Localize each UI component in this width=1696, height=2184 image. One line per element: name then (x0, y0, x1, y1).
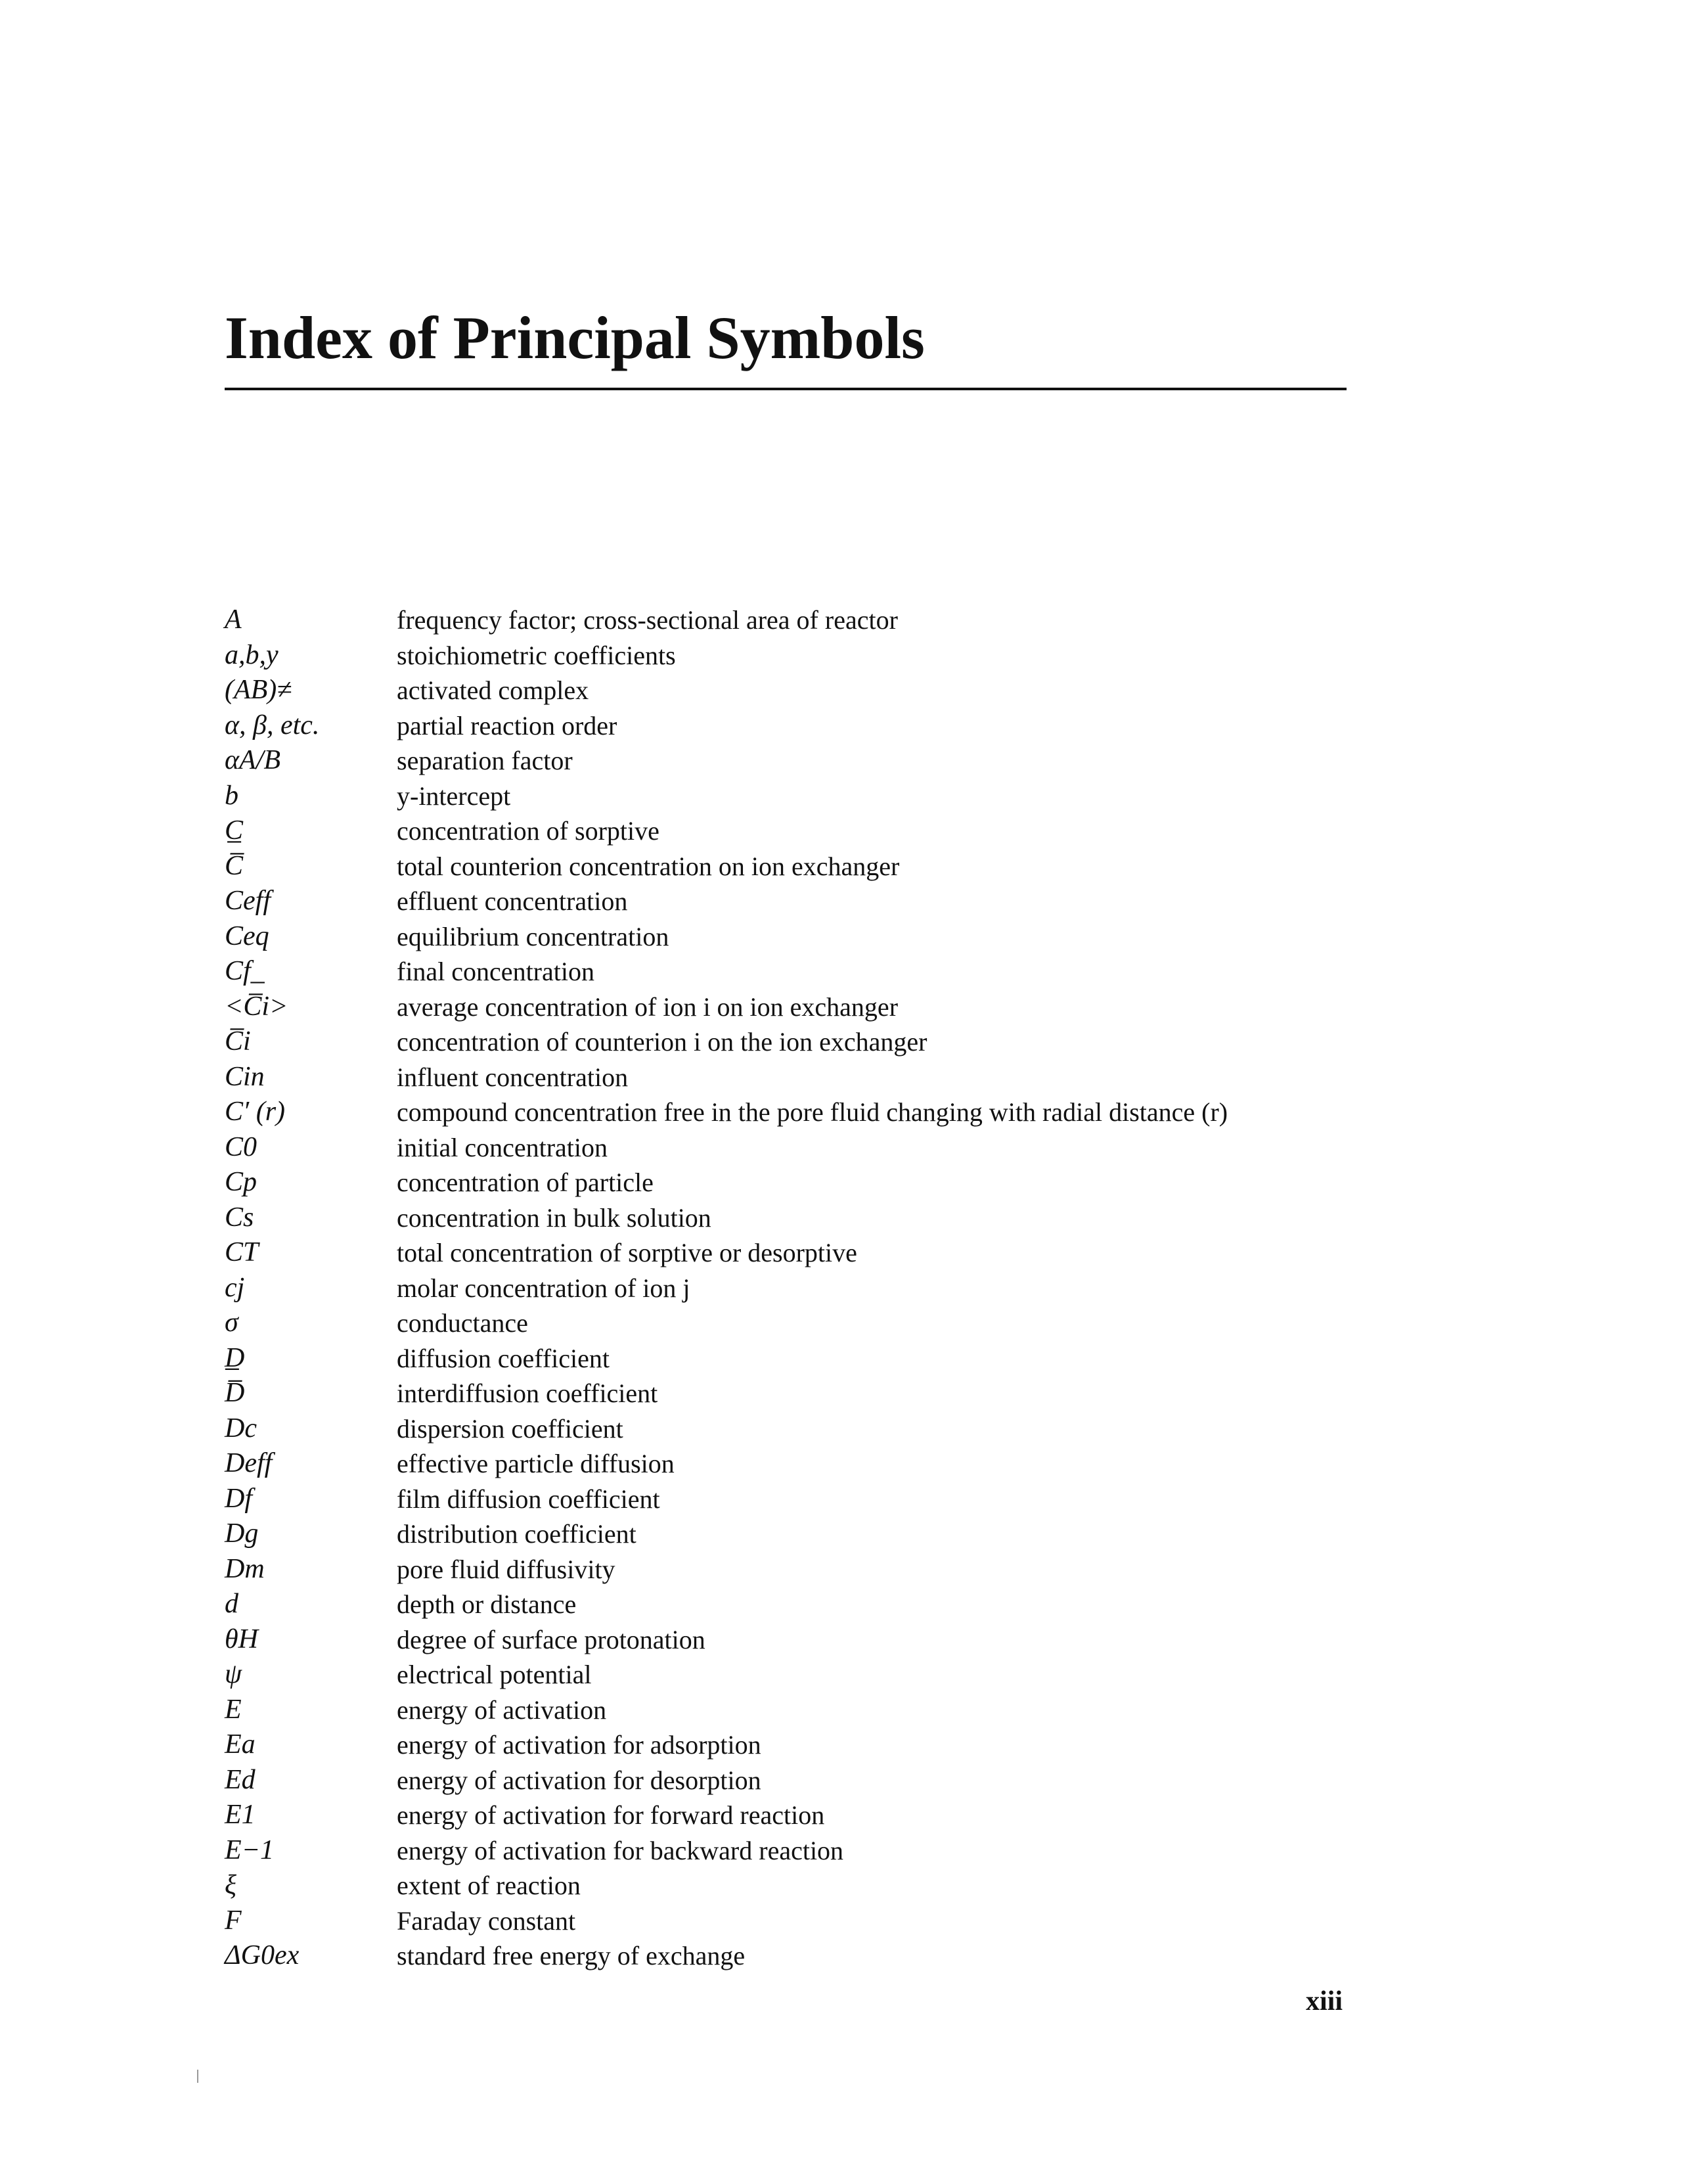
symbol-description: energy of activation for adsorption (397, 1730, 761, 1760)
symbol: Cin (225, 1061, 265, 1092)
symbol-description: average concentration of ion i on ion exchanger (397, 991, 899, 1022)
symbol-description: total concentration of sorptive or desorptive (397, 1238, 857, 1267)
symbol: Dc (225, 1413, 257, 1444)
symbol-row (225, 1376, 1374, 1411)
symbol-row (225, 1727, 1374, 1763)
symbol-row (225, 1622, 1374, 1658)
symbol: α, β, etc. (225, 710, 320, 740)
symbol-row (225, 954, 1374, 990)
symbol-row (225, 1657, 1374, 1693)
symbol-description: activated complex (397, 675, 589, 705)
symbol: CT (225, 1237, 259, 1267)
symbol-row (225, 1587, 1374, 1622)
symbol: Ed (225, 1764, 256, 1795)
symbol-description: energy of activation (397, 1695, 607, 1725)
symbol-row (225, 1235, 1374, 1271)
symbol: D̅ (225, 1378, 245, 1408)
symbol-row (225, 1095, 1374, 1130)
symbol-row (225, 1903, 1374, 1939)
symbol: Cp (225, 1167, 257, 1197)
symbol-description: stoichiometric coefficients (397, 640, 676, 670)
symbol-row (225, 919, 1374, 955)
symbol-description: frequency factor; cross-sectional area of reactor (397, 605, 898, 635)
symbol-description: final concentration (397, 957, 594, 986)
symbol-row (225, 1763, 1374, 1798)
symbol-row (225, 1165, 1374, 1200)
symbol-description: standard free energy of exchange (397, 1941, 746, 1970)
symbol: ψ (225, 1659, 242, 1689)
symbol: Df (225, 1483, 252, 1514)
symbol-description: effluent concentration (397, 886, 628, 916)
symbol: σ (225, 1308, 238, 1338)
symbol-description: Faraday constant (397, 1905, 576, 1936)
symbol-row (225, 1200, 1374, 1236)
page-title: Index of Principal Symbols (225, 304, 925, 371)
title-rule (225, 388, 1347, 390)
symbol-description: depth or distance (397, 1589, 577, 1619)
symbol: θH (225, 1624, 258, 1654)
symbol: Dg (225, 1518, 259, 1549)
symbol: Dm (225, 1553, 265, 1584)
symbol-description: effective particle diffusion (397, 1449, 675, 1478)
symbol: b (225, 780, 238, 811)
symbol-row (225, 708, 1374, 744)
symbol: Ceff (225, 886, 271, 916)
symbol-row (225, 638, 1374, 673)
symbol-row (225, 1868, 1374, 1903)
symbol-row (225, 1482, 1374, 1517)
scan-mark (197, 2070, 198, 2083)
page-number: xiii (1306, 1986, 1343, 2016)
symbol-row (225, 1516, 1374, 1552)
symbol-row (225, 1060, 1374, 1095)
symbol-row (225, 884, 1374, 919)
symbol: C̅i (225, 1026, 251, 1057)
symbol: Cf_ (225, 956, 265, 986)
symbol-description: y-intercept (397, 781, 511, 811)
symbol: C0 (225, 1131, 257, 1162)
symbol: cj (225, 1272, 245, 1303)
symbol-description: diffusion coefficient (397, 1343, 610, 1373)
symbol: Cs (225, 1202, 254, 1233)
symbol: d (225, 1589, 238, 1619)
symbol-row (225, 849, 1374, 884)
symbol-description: equilibrium concentration (397, 921, 669, 951)
symbol-row (225, 990, 1374, 1025)
symbol: Ea (225, 1729, 256, 1760)
symbol: Deff (225, 1448, 273, 1478)
symbol-description: molar concentration of ion j (397, 1273, 690, 1303)
symbol-description: concentration of sorptive (397, 816, 659, 846)
symbol-row (225, 673, 1374, 708)
symbol-description: initial concentration (397, 1132, 608, 1162)
symbol: C̅ (225, 850, 244, 881)
symbol: <C̅i> (225, 991, 288, 1022)
symbol-description: distribution coefficient (397, 1519, 636, 1549)
symbol-description: pore fluid diffusivity (397, 1554, 615, 1584)
symbol: A (225, 604, 242, 635)
symbol: ξ (225, 1870, 236, 1900)
symbol-row (225, 1552, 1374, 1587)
symbol-description: extent of reaction (397, 1871, 581, 1900)
symbol-description: compound concentration free in the pore fluid changing with radial distance (r) (397, 1097, 1228, 1127)
symbol: a,b,y (225, 639, 279, 670)
symbol-description: energy of activation for desorption (397, 1765, 761, 1795)
symbol-row (225, 779, 1374, 814)
symbol: E−1 (225, 1834, 274, 1865)
symbol-description: separation factor (397, 746, 573, 775)
symbol: C′ (r) (225, 1097, 286, 1127)
symbol-description: degree of surface protonation (397, 1624, 705, 1654)
symbol: C̲ (225, 815, 244, 846)
symbol-list (225, 603, 1374, 1974)
symbol-description: electrical potential (397, 1660, 592, 1689)
symbol-description: total counterion concentration on ion exchanger (397, 851, 900, 881)
symbol: αA/B (225, 745, 281, 775)
symbol-row (225, 1938, 1374, 1974)
symbol-row (225, 1130, 1374, 1166)
symbol: D̲ (225, 1342, 245, 1373)
symbol-description: energy of activation for backward reaction (397, 1835, 844, 1865)
symbol-row (225, 1306, 1374, 1341)
symbol-description: dispersion coefficient (397, 1413, 623, 1444)
symbol-description: concentration in bulk solution (397, 1202, 711, 1233)
symbol-row (225, 1798, 1374, 1833)
symbol-row (225, 1446, 1374, 1482)
symbol: E (225, 1694, 242, 1725)
symbol-description: conductance (397, 1308, 528, 1338)
symbol-description: partial reaction order (397, 710, 617, 740)
symbol-row (225, 1693, 1374, 1728)
symbol: ΔG0ex (225, 1940, 300, 1970)
symbol-description: influent concentration (397, 1062, 629, 1092)
symbol-row (225, 1411, 1374, 1447)
symbol-row (225, 813, 1374, 849)
symbol: F (225, 1905, 242, 1936)
symbol-row (225, 1341, 1374, 1376)
symbol-description: concentration of particle (397, 1168, 654, 1197)
symbol-row (225, 1024, 1374, 1060)
symbol: Ceq (225, 921, 269, 951)
symbol-row (225, 1833, 1374, 1869)
symbol-description: energy of activation for forward reaction (397, 1800, 825, 1830)
symbol-description: concentration of counterion i on the ion exchanger (397, 1027, 927, 1057)
symbol: E1 (225, 1800, 256, 1830)
symbol-row (225, 743, 1374, 779)
symbol-row (225, 603, 1374, 638)
symbol-row (225, 1271, 1374, 1306)
symbol-description: interdiffusion coefficient (397, 1378, 658, 1408)
symbol-description: film diffusion coefficient (397, 1484, 660, 1514)
symbol: (AB)≠ (225, 675, 292, 705)
